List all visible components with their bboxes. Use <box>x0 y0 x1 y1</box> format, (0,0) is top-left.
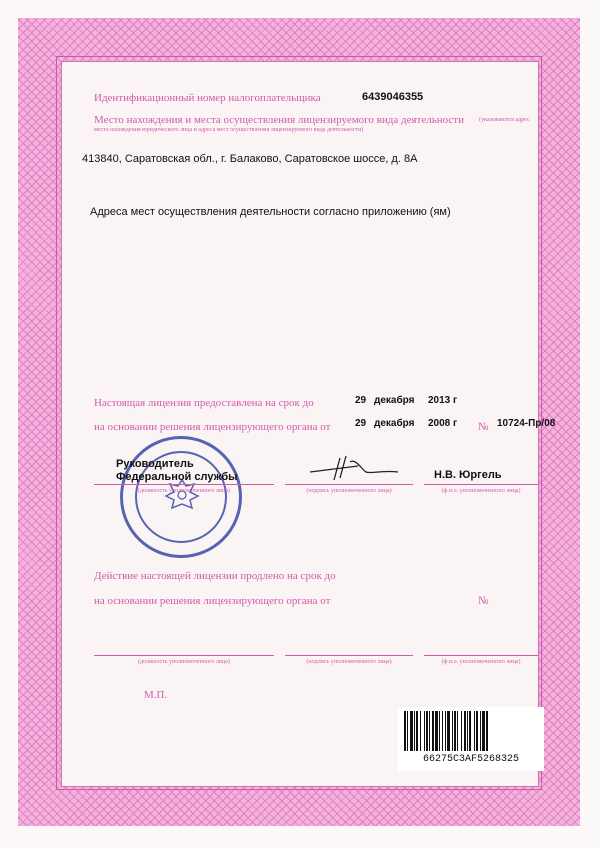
term-month: декабря <box>374 395 415 406</box>
signer-position-line2: Федеральной службы <box>116 471 238 483</box>
location-label: Место нахождения и места осуществления лицензируемого вида деятельности <box>94 114 464 126</box>
extension-caption-signature: (подпись уполномоченного лица) <box>306 659 392 665</box>
signer-position-line1: Руководитель <box>116 458 194 470</box>
decision-month: декабря <box>374 418 415 429</box>
barcode <box>398 707 544 771</box>
term-label: Настоящая лицензия предоставлена на срок до <box>94 397 314 409</box>
location-note-2: места нахождения юридического лица и адреса мест осуществления лицензируемого вида деятельности) <box>94 127 364 133</box>
extension-label: Действие настоящей лицензии продлено на срок до <box>94 570 336 582</box>
taxpayer-id-label: Идентификационный номер налогоплательщика <box>94 92 321 104</box>
decision-year: 2008 г <box>428 418 458 429</box>
handwritten-signature <box>306 452 406 484</box>
extension-caption-name: (ф.и.о. уполномоченного лица) <box>441 659 521 665</box>
official-stamp <box>120 436 242 558</box>
taxpayer-id-value: 6439046355 <box>362 91 424 103</box>
decision-label: на основании решения лицензирующего органа от <box>94 421 331 433</box>
signer-name: Н.В. Юргель <box>434 469 502 481</box>
barcode-number: 66275C3AF5268325 <box>422 754 519 765</box>
location-note-1: (указываются адрес <box>479 117 530 123</box>
term-day: 29 <box>355 395 367 406</box>
caption-position: (должность уполномоченного лица) <box>138 488 230 494</box>
extension-caption-position: (должность уполномоченного лица) <box>138 659 230 665</box>
term-year: 2013 г <box>428 395 458 406</box>
extension-number-sign: № <box>478 595 489 607</box>
caption-name: (ф.и.о. уполномоченного лица) <box>441 488 521 494</box>
mp-seal-place: М.П. <box>144 689 168 701</box>
caption-signature: (подпись уполномоченного лица) <box>306 488 392 494</box>
decision-number: 10724-Пр/08 <box>497 418 556 429</box>
decision-number-sign: № <box>478 421 489 433</box>
decision-day: 29 <box>355 418 367 429</box>
barcode-bars <box>402 711 540 751</box>
extension-decision-label: на основании решения лицензирующего органа от <box>94 595 331 607</box>
licensee-address: 413840, Саратовская обл., г. Балаково, Саратовское шоссе, д. 8А <box>82 153 418 165</box>
activity-addresses-note: Адреса мест осуществления деятельности согласно приложению (ям) <box>90 206 451 218</box>
